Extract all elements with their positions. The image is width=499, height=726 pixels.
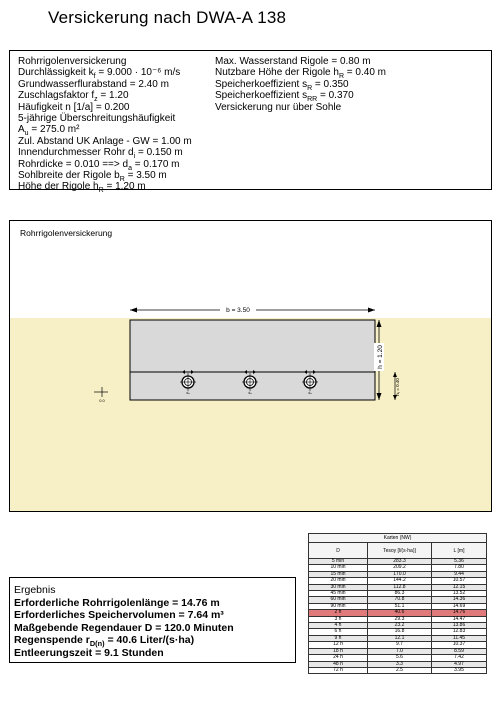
rain-table-cell: 45 min (309, 591, 368, 597)
rain-table-cell: 24 h (309, 655, 368, 661)
width-label: b = 3.50 (226, 307, 250, 314)
parameter-line: 5-jährige Überschreitungshäufigkeit (18, 113, 176, 125)
rain-table-cell: 5 min (309, 559, 368, 565)
rain-table-cell: 209.2 (368, 565, 432, 571)
pipe-1-label: dₐ (186, 391, 190, 395)
rain-table-cell: 7.0 (368, 648, 432, 654)
parameter-line: Max. Wasserstand Rigole = 0.80 m (215, 56, 371, 67)
parameter-line: Rohrrigolenversickerung (18, 56, 127, 67)
rain-table-cell: 7.80 (432, 565, 487, 571)
page-title: Versickerung nach DWA-A 138 (48, 8, 287, 27)
rain-table-cell: 16.8 (368, 629, 432, 635)
rain-table-cell: 14.69 (432, 603, 487, 609)
rain-table-cell: 8.59 (432, 648, 487, 654)
rain-table-cell: 10 min (309, 565, 368, 571)
parameter-line: Zuschlagsfaktor $f_z = 1.20$ (18, 90, 129, 104)
pipe-2-label: dₐ (248, 391, 252, 395)
result-length: Erforderliche Rohrrigolenlänge = 14.76 m (14, 597, 220, 609)
rain-table-cell: 13.86 (432, 623, 487, 629)
result-duration: Maßgebende Regendauer D = 120.0 Minuten (14, 621, 234, 634)
parameter-column-left (18, 56, 192, 193)
height-arrow-top (377, 320, 382, 327)
rain-table-cell: 2.5 (368, 667, 432, 673)
rain-table-cell: 12.1 (368, 635, 432, 641)
rain-table-cell: 9 h (309, 635, 368, 641)
rain-table-cell: 60 min (309, 597, 368, 603)
parameter-line: Innendurchmesser Rohr $d_i = 0.150$ m (18, 147, 183, 161)
parameter-line: Versickerung nur über Sohle (215, 101, 342, 113)
rain-table-cell: 112.8 (368, 584, 432, 590)
rain-table-cell: 170.0 (368, 571, 432, 577)
rain-table-col-l: L [m] (432, 543, 487, 559)
rain-table-cell: 13.52 (432, 591, 487, 597)
rain-table-row (309, 667, 487, 673)
rain-table-cell: 2 h (309, 610, 368, 616)
rain-table-cell: 3.95 (432, 667, 487, 673)
rain-table-cell: 144.2 (368, 578, 432, 584)
width-arrow-right (368, 308, 375, 313)
rain-table-cell: 48 h (309, 661, 368, 667)
height-arrow-bottom (377, 393, 382, 400)
result-box (9, 577, 296, 663)
width-arrow-left (130, 308, 137, 313)
water-height-label: hᵥ = 0.40 (395, 378, 400, 396)
parameter-line: Höhe der Rigole $h_R = 1.20$ m (18, 181, 146, 195)
rain-table-cell: 70.8 (368, 597, 432, 603)
result-rain-intensity: Regenspende $r_{D(n)} = 40.6$ Liter/(s·ha) (14, 634, 195, 649)
rain-table-cell: 29.3 (368, 616, 432, 622)
rain-table-cell: 72 h (309, 667, 368, 673)
rain-table-cell: 14.47 (432, 616, 487, 622)
rain-table-cell: 40.6 (368, 610, 432, 616)
parameter-line: Nutzbare Höhe der Rigole $h_R = 0.40$ m (215, 67, 386, 81)
parameter-line: Grundwasserflurabstand = 2.40 m (18, 78, 169, 90)
rain-table-title: Karten (NW) (309, 534, 487, 543)
rain-table-cell: 15 min (309, 571, 368, 577)
parameter-box (9, 50, 492, 195)
height-label: h = 1.20 (377, 345, 384, 369)
trench-svg (10, 221, 492, 512)
rain-table-cell: 30 min (309, 584, 368, 590)
rain-table-cell: 4 h (309, 623, 368, 629)
drawing-label: Rohrrigolenversickerung (20, 228, 113, 238)
parameter-line: Durchlässigkeit $k_f = 9.000 \cdot 10^{-6}$ m/s (18, 67, 181, 81)
rain-table-col-r: Tesoy [l/(s·ha)] (368, 543, 432, 559)
rain-table-cell: 11.45 (432, 635, 487, 641)
parameter-line: Rohrdicke = 0.010 ==> $d_a = 0.170$ m (18, 158, 180, 172)
rain-table-cell: 18 h (309, 648, 368, 654)
rain-table-cell: 14.36 (432, 597, 487, 603)
rain-table-cell: 9.7 (368, 642, 432, 648)
cross-section-drawing (9, 220, 492, 512)
rain-table-cell: 12.15 (432, 584, 487, 590)
rain-table-cell: 4.97 (432, 661, 487, 667)
rain-table-cell: 10.57 (432, 578, 487, 584)
parameter-line: $A_u = 275.0$ m² (18, 124, 80, 138)
rain-table-cell: 283.3 (368, 559, 432, 565)
result-title: Ergebnis (14, 584, 56, 596)
rain-table-cell: 10.37 (432, 642, 487, 648)
result-volume: Erforderliches Speichervolumen = 7.64 m³ (14, 609, 224, 622)
rain-table-cell: 20 min (309, 578, 368, 584)
rain-table-cell: 3.3 (368, 661, 432, 667)
rain-table (308, 533, 487, 674)
result-lines (14, 597, 234, 659)
rain-table-cell: 12.83 (432, 629, 487, 635)
rain-table-cell: 9.44 (432, 571, 487, 577)
rain-table-cell: 23.2 (368, 623, 432, 629)
rain-table-cell: 3 h (309, 616, 368, 622)
rain-table-cell: 6 h (309, 629, 368, 635)
pipe-3-label: dₐ (308, 391, 312, 395)
rain-table-col-d: D (309, 543, 368, 559)
rain-table-cell: 51.1 (368, 603, 432, 609)
parameter-line: Sohlbreite der Rigole $b_R = 3.50$ m (18, 170, 167, 184)
rain-table-cell: 86.3 (368, 591, 432, 597)
result-drain-time: Entleerungszeit = 9.1 Stunden (14, 646, 164, 659)
rain-table-cell: 5.36 (432, 559, 487, 565)
rain-table-cell: 14.76 (432, 610, 487, 616)
rain-table-cell: 90 min (309, 603, 368, 609)
parameter-line: Speicherkoeffizient $s_{RR} = 0.370$ (215, 90, 354, 104)
rain-table-cell: 5.6 (368, 655, 432, 661)
parameter-line: Speicherkoeffizient $s_R = 0.350$ (215, 78, 349, 92)
rain-table-cell: 7.42 (432, 655, 487, 661)
parameter-line: Zul. Abstand UK Anlage - GW = 1.00 m (18, 135, 192, 147)
level-marker-label: 0.0 (99, 398, 105, 403)
rain-table-cell: 12 h (309, 642, 368, 648)
parameter-line: Häufigkeit n [1/a] = 0.200 (18, 101, 130, 113)
parameter-column-right (215, 56, 386, 113)
